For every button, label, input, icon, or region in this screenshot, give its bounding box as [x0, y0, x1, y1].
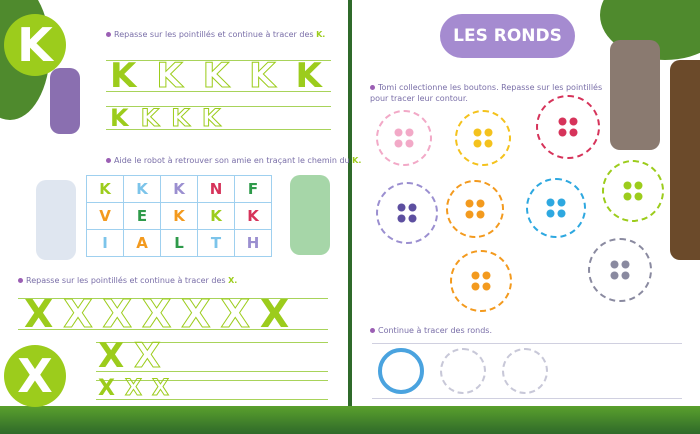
- trace-letter: X: [141, 292, 172, 336]
- grid-row: [87, 203, 272, 230]
- trace-letter: X: [220, 292, 250, 336]
- grass-border: [0, 406, 700, 434]
- trace-letter: K: [295, 56, 322, 96]
- trace-row-x2: [98, 336, 160, 376]
- dotted-circle: [440, 348, 486, 394]
- trace-letter: K: [110, 104, 129, 132]
- tree-trunk: [670, 60, 700, 260]
- instruction-text: Tomi collectionne les boutons. Repasse sur les pointillés pour tracer leur contour.: [370, 83, 603, 103]
- button-holes: [559, 118, 578, 137]
- trace-letter: K: [110, 56, 137, 96]
- letter-x-badge: X: [4, 345, 66, 407]
- grid-row: [87, 176, 272, 203]
- dotted-button: [536, 95, 600, 159]
- grid-row: [87, 230, 272, 257]
- button-holes: [624, 182, 643, 201]
- trace-letter: X: [259, 292, 290, 336]
- dotted-button: [450, 250, 512, 312]
- trace-letter: X: [98, 336, 125, 376]
- grid-cell[interactable]: K: [235, 203, 272, 230]
- grid-cell[interactable]: I: [87, 230, 124, 257]
- button-holes: [474, 129, 493, 148]
- rocket-illustration: [50, 68, 80, 134]
- trace-letter: K: [202, 56, 230, 96]
- trace-letter: K: [156, 56, 183, 96]
- instruction-x-trace: [18, 276, 237, 285]
- button-holes: [611, 261, 630, 280]
- trace-letter: X: [24, 292, 54, 336]
- instruction-maze: [106, 156, 361, 165]
- instruction-letter: X.: [228, 276, 238, 285]
- grid-cell[interactable]: K: [198, 203, 235, 230]
- grid-cell[interactable]: A: [124, 230, 161, 257]
- grid-cell[interactable]: K: [87, 176, 124, 203]
- instruction-letter: K.: [352, 156, 362, 165]
- grid-cell[interactable]: K: [161, 176, 198, 203]
- trace-letter: K: [201, 104, 221, 132]
- trace-letter: X: [124, 376, 142, 401]
- grid-cell[interactable]: L: [161, 230, 198, 257]
- trace-letter: X: [134, 336, 161, 376]
- button-holes: [466, 200, 485, 219]
- grid-cell[interactable]: T: [198, 230, 235, 257]
- trace-letter: K: [140, 104, 160, 132]
- trace-letter: K: [171, 104, 190, 132]
- instruction-circles: [370, 326, 492, 335]
- dotted-button: [602, 160, 664, 222]
- button-holes: [472, 272, 491, 291]
- instruction-k-trace: [106, 30, 325, 39]
- instruction-text: Aide le robot à retrouver son amie en traçant le chemin du: [114, 156, 353, 165]
- grid-cell[interactable]: K: [161, 203, 198, 230]
- trace-letter: X: [98, 376, 115, 401]
- trace-letter: K: [249, 56, 276, 96]
- dotted-button: [526, 178, 586, 238]
- grid-cell[interactable]: E: [124, 203, 161, 230]
- trace-row-x3: [98, 376, 169, 401]
- dotted-circle: [502, 348, 548, 394]
- trace-row-x1: [24, 292, 289, 336]
- letter-maze-grid: [86, 175, 272, 257]
- instruction-text: Continue à tracer des ronds.: [378, 326, 493, 335]
- grid-cell[interactable]: V: [87, 203, 124, 230]
- trace-letter: X: [181, 292, 211, 336]
- robot-friend-illustration: [290, 175, 330, 255]
- dotted-button: [588, 238, 652, 302]
- instruction-text: Repasse sur les pointillés et continue à tracer des: [26, 276, 229, 285]
- button-holes: [547, 199, 566, 218]
- trace-letter: X: [63, 292, 93, 336]
- trace-row-k2: [110, 104, 220, 132]
- dotted-button: [446, 180, 504, 238]
- instruction-text: Repasse sur les pointillés et continue à tracer des: [114, 30, 317, 39]
- letter-k-badge: K: [4, 14, 66, 76]
- grid-cell[interactable]: F: [235, 176, 272, 203]
- raccoon-illustration: [610, 40, 660, 150]
- trace-letter: X: [151, 376, 169, 401]
- robot-illustration: [36, 180, 76, 260]
- trace-letter: X: [102, 292, 132, 336]
- dotted-button: [455, 110, 511, 166]
- grid-cell[interactable]: K: [124, 176, 161, 203]
- page-title: LES RONDS: [440, 14, 575, 58]
- button-holes: [395, 129, 414, 148]
- instruction-letter: K.: [316, 30, 326, 39]
- dotted-button: [376, 182, 438, 244]
- button-holes: [398, 204, 417, 223]
- grid-cell[interactable]: H: [235, 230, 272, 257]
- traced-circle: [378, 348, 424, 394]
- grid-cell[interactable]: N: [198, 176, 235, 203]
- trace-row-k1: [110, 56, 322, 96]
- dotted-button: [376, 110, 432, 166]
